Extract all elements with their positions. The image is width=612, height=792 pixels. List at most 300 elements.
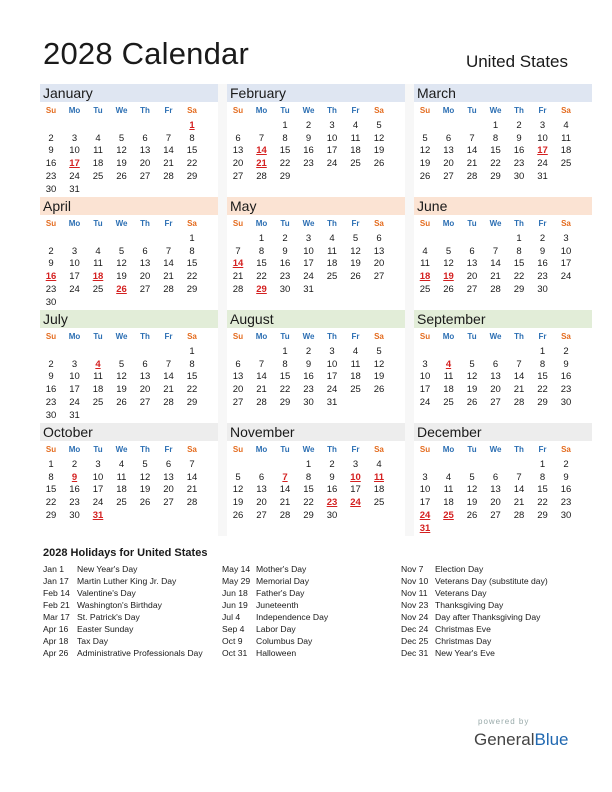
calendar-date: 2 xyxy=(305,346,312,357)
calendar-date: 12 xyxy=(466,371,478,383)
calendar-date: 12 xyxy=(139,471,151,483)
holiday-date: 24 xyxy=(419,509,431,521)
weekday-label: Sa xyxy=(187,332,197,341)
calendar-date: 13 xyxy=(466,258,478,270)
holiday-date: 17 xyxy=(537,145,548,157)
calendar-date: 22 xyxy=(537,497,548,509)
holiday-row xyxy=(401,623,548,635)
calendar-date: 18 xyxy=(350,371,361,383)
weekday-label: Tu xyxy=(467,219,477,228)
weekday-label: Fr xyxy=(538,106,547,115)
calendar-date: 7 xyxy=(258,358,265,370)
calendar-date: 14 xyxy=(163,371,174,383)
calendar-date: 13 xyxy=(443,145,454,157)
calendar-date: 23 xyxy=(303,384,314,396)
calendar-date: 12 xyxy=(350,245,361,257)
calendar-date: 12 xyxy=(419,145,431,157)
calendar-date: 27 xyxy=(256,509,267,521)
calendar-date: 7 xyxy=(516,358,522,370)
calendar-date: 24 xyxy=(326,384,338,396)
weekday-label: We xyxy=(115,445,128,454)
holiday-row xyxy=(43,647,203,659)
calendar-date: 25 xyxy=(92,170,104,182)
calendar-date: 16 xyxy=(279,258,291,270)
calendar-date: 28 xyxy=(490,283,501,295)
month-header xyxy=(414,197,592,215)
calendar-date: 28 xyxy=(466,170,478,182)
calendar-date: 16 xyxy=(537,258,548,270)
calendar-date: 11 xyxy=(93,258,103,270)
calendar-date: 13 xyxy=(232,371,244,383)
calendar-date: 27 xyxy=(490,509,501,521)
calendar-date: 11 xyxy=(327,245,337,257)
calendar-date: 18 xyxy=(92,158,104,170)
calendar-date: 17 xyxy=(69,271,80,283)
holiday-name: Memorial Day xyxy=(256,576,310,586)
calendar-date: 2 xyxy=(563,459,569,470)
calendar-date: 8 xyxy=(282,132,288,144)
holiday-date-label: May 29 xyxy=(222,576,251,586)
calendar-date: 16 xyxy=(45,384,57,396)
powered-by-text: powered by xyxy=(478,717,530,726)
month-may xyxy=(227,197,405,310)
calendar-date: 9 xyxy=(48,371,54,383)
weekday-label: We xyxy=(115,332,128,341)
calendar-date: 8 xyxy=(305,471,312,483)
calendar-date: 17 xyxy=(92,484,104,496)
calendar-date: 3 xyxy=(422,358,428,370)
calendar-date: 8 xyxy=(258,245,265,257)
calendar-date: 7 xyxy=(165,245,172,257)
calendar-date: 25 xyxy=(419,283,431,295)
calendar-date: 4 xyxy=(95,132,101,144)
calendar-date: 28 xyxy=(186,497,198,509)
calendar-date: 30 xyxy=(326,509,338,521)
month-name: October xyxy=(43,424,93,440)
calendar-date: 21 xyxy=(513,497,525,509)
calendar-date: 5 xyxy=(422,132,428,144)
calendar-date: 28 xyxy=(279,509,291,521)
weekday-label: Mo xyxy=(255,219,268,228)
month-december xyxy=(414,423,592,536)
calendar-date: 25 xyxy=(116,497,127,509)
holiday-row xyxy=(222,563,328,575)
holiday-date: 9 xyxy=(71,471,78,483)
calendar-date: 1 xyxy=(189,233,195,244)
calendar-date: 26 xyxy=(116,170,127,182)
calendar-date: 10 xyxy=(69,371,80,383)
weekday-label: Fr xyxy=(351,445,360,454)
weekday-label: Su xyxy=(232,106,244,115)
holiday-date: 31 xyxy=(92,509,104,521)
calendar-date: 18 xyxy=(560,145,572,157)
holiday-date-label: Nov 7 xyxy=(401,564,424,574)
holiday-name: Christmas Day xyxy=(435,636,492,646)
calendar-date: 17 xyxy=(419,497,431,509)
calendar-date: 6 xyxy=(445,132,452,144)
holiday-row xyxy=(43,575,203,587)
holiday-row xyxy=(222,635,328,647)
calendar-date: 9 xyxy=(516,132,522,144)
holiday-date: 14 xyxy=(232,258,244,270)
calendar-date: 14 xyxy=(163,258,174,270)
month-name: November xyxy=(230,424,295,440)
weekday-label: Tu xyxy=(93,219,103,228)
month-header xyxy=(414,310,592,328)
calendar-date: 18 xyxy=(443,384,454,396)
month-header xyxy=(414,423,592,441)
calendar-date: 10 xyxy=(560,245,572,257)
calendar-date: 24 xyxy=(560,271,572,283)
holiday-date-label: Sep 4 xyxy=(222,624,245,634)
calendar-date: 19 xyxy=(419,158,431,170)
calendar-date: 15 xyxy=(513,258,525,270)
calendar-date: 16 xyxy=(69,484,80,496)
calendar-date: 11 xyxy=(93,145,103,157)
month-july xyxy=(40,310,218,423)
calendar-date: 3 xyxy=(352,459,359,470)
weekday-label: Tu xyxy=(280,332,290,341)
calendar-date: 6 xyxy=(165,459,172,470)
calendar-date: 16 xyxy=(560,484,572,496)
calendar-date: 27 xyxy=(163,497,174,509)
calendar-date: 22 xyxy=(279,158,291,170)
holiday-date-label: Nov 24 xyxy=(401,612,429,622)
holiday-date: 25 xyxy=(443,509,454,521)
calendar-date: 24 xyxy=(69,396,80,408)
calendar-date: 26 xyxy=(116,396,127,408)
calendar-date: 30 xyxy=(69,509,80,521)
calendar-date: 28 xyxy=(232,283,244,295)
holidays-title: 2028 Holidays for United States xyxy=(43,547,208,559)
weekday-label: Tu xyxy=(467,106,477,115)
month-september xyxy=(414,310,592,423)
calendar-date: 14 xyxy=(186,471,198,483)
calendar-date: 1 xyxy=(258,233,265,244)
weekday-label: Fr xyxy=(164,445,173,454)
holiday-row xyxy=(222,611,328,623)
calendar-date: 26 xyxy=(373,158,385,170)
calendar-date: 8 xyxy=(48,471,54,483)
holiday-date: 4 xyxy=(95,358,101,370)
weekday-label: Mo xyxy=(68,219,81,228)
holiday-date: 11 xyxy=(373,471,385,483)
calendar-date: 7 xyxy=(492,245,499,257)
calendar-date: 29 xyxy=(279,170,291,182)
calendar-date: 19 xyxy=(350,258,361,270)
holiday-date-label: Nov 11 xyxy=(401,588,428,598)
month-february xyxy=(227,84,405,197)
calendar-date: 28 xyxy=(256,170,267,182)
calendar-date: 13 xyxy=(163,471,174,483)
holiday-date: 21 xyxy=(256,158,267,170)
holiday-date-label: Apr 26 xyxy=(43,648,69,658)
weekday-label: We xyxy=(302,332,315,341)
calendar-date: 7 xyxy=(235,245,241,257)
calendar-date: 23 xyxy=(560,497,572,509)
calendar-date: 22 xyxy=(186,158,198,170)
holiday-row xyxy=(43,623,203,635)
calendar-date: 17 xyxy=(326,371,338,383)
weekday-label: Sa xyxy=(374,445,384,454)
calendar-date: 1 xyxy=(305,459,312,470)
calendar-date: 24 xyxy=(326,158,338,170)
calendar-date: 11 xyxy=(350,132,361,144)
holiday-name: Washington's Birthday xyxy=(77,600,162,610)
calendar-date: 26 xyxy=(443,283,454,295)
weekday-label: Su xyxy=(232,445,244,454)
calendar-date: 26 xyxy=(350,271,361,283)
weekday-label: Su xyxy=(419,106,431,115)
weekday-label: Tu xyxy=(280,445,290,454)
holiday-name: Mother's Day xyxy=(256,564,307,574)
calendar-date: 15 xyxy=(186,145,198,157)
calendar-date: 27 xyxy=(373,271,385,283)
holiday-date: 18 xyxy=(92,271,104,283)
holiday-row xyxy=(43,635,203,647)
calendar-date: 2 xyxy=(516,120,522,131)
month-header xyxy=(227,423,405,441)
holiday-name: Father's Day xyxy=(256,588,305,598)
calendar-date: 1 xyxy=(539,459,546,470)
calendar-date: 6 xyxy=(235,132,241,144)
calendar-date: 10 xyxy=(69,145,80,157)
calendar-date: 1 xyxy=(539,346,546,357)
weekday-label: Fr xyxy=(351,332,360,341)
holiday-row xyxy=(222,575,328,587)
calendar-date: 22 xyxy=(537,384,548,396)
calendar-date: 25 xyxy=(326,271,338,283)
month-header xyxy=(414,84,592,102)
brand-logo[interactable] xyxy=(474,730,569,750)
calendar-date: 17 xyxy=(419,384,431,396)
calendar-date: 27 xyxy=(232,396,244,408)
calendar-date: 27 xyxy=(139,396,151,408)
calendar-date: 12 xyxy=(443,258,454,270)
weekday-label: Tu xyxy=(467,445,477,454)
holiday-date-label: Apr 16 xyxy=(43,624,69,634)
calendar-date: 16 xyxy=(560,371,572,383)
calendar-date: 30 xyxy=(45,296,57,308)
holiday-date: 7 xyxy=(282,471,288,483)
calendar-date: 30 xyxy=(45,183,57,195)
calendar-date: 18 xyxy=(443,497,454,509)
calendar-date: 17 xyxy=(326,145,338,157)
calendar-date: 12 xyxy=(116,371,127,383)
calendar-date: 5 xyxy=(376,120,382,131)
weekday-label: Tu xyxy=(280,106,290,115)
calendar-date: 25 xyxy=(92,283,104,295)
holiday-name: New Year's Eve xyxy=(435,648,495,658)
holiday-row xyxy=(401,575,548,587)
calendar-date: 23 xyxy=(45,170,57,182)
calendar-date: 3 xyxy=(71,132,78,144)
calendar-date: 23 xyxy=(513,158,525,170)
calendar-date: 23 xyxy=(560,384,572,396)
calendar-date: 4 xyxy=(422,245,428,257)
calendar-date: 6 xyxy=(469,245,475,257)
calendar-date: 2 xyxy=(48,358,54,370)
calendar-date: 22 xyxy=(490,158,501,170)
month-name: August xyxy=(230,311,274,327)
calendar-date: 21 xyxy=(513,384,525,396)
calendar-date: 5 xyxy=(376,346,382,357)
holiday-date-label: Jan 1 xyxy=(43,564,65,574)
calendar-date: 30 xyxy=(537,283,548,295)
calendar-date: 20 xyxy=(139,271,151,283)
calendar-date: 28 xyxy=(163,170,174,182)
calendar-date: 3 xyxy=(71,245,78,257)
calendar-date: 5 xyxy=(235,471,241,483)
holiday-name: Veterans Day (substitute day) xyxy=(435,576,548,586)
calendar-date: 11 xyxy=(443,371,454,383)
calendar-date: 3 xyxy=(329,120,335,131)
calendar-date: 2 xyxy=(48,132,54,144)
calendar-date: 2 xyxy=(48,245,54,257)
weekday-label: We xyxy=(115,106,128,115)
month-name: February xyxy=(230,85,287,101)
holiday-date: 17 xyxy=(69,158,80,170)
calendar-date: 31 xyxy=(303,283,314,295)
calendar-date: 23 xyxy=(279,271,291,283)
weekday-label: Th xyxy=(327,332,337,341)
calendar-date: 19 xyxy=(232,497,244,509)
calendar-date: 9 xyxy=(305,132,312,144)
calendar-date: 22 xyxy=(186,384,198,396)
calendar-date: 30 xyxy=(279,283,291,295)
calendar-date: 6 xyxy=(258,471,265,483)
calendar-date: 21 xyxy=(163,158,174,170)
weekday-label: Su xyxy=(45,106,57,115)
holiday-date: 26 xyxy=(116,283,127,295)
calendar-date: 8 xyxy=(189,358,195,370)
calendar-date: 29 xyxy=(513,283,525,295)
calendar-date: 21 xyxy=(490,271,501,283)
holiday-name: Columbus Day xyxy=(256,636,313,646)
weekday-label: Mo xyxy=(442,332,455,341)
calendar-date: 29 xyxy=(537,396,548,408)
weekday-label: We xyxy=(489,332,502,341)
calendar-date: 24 xyxy=(419,396,431,408)
month-header xyxy=(40,423,218,441)
calendar-date: 5 xyxy=(469,358,475,370)
calendar-date: 20 xyxy=(443,158,454,170)
weekday-label: Mo xyxy=(255,332,268,341)
calendar-date: 16 xyxy=(326,484,338,496)
calendar-date: 8 xyxy=(539,471,546,483)
calendar-date: 21 xyxy=(466,158,478,170)
calendar-date: 8 xyxy=(282,358,288,370)
calendar-date: 31 xyxy=(69,183,80,195)
holiday-date-label: Jul 4 xyxy=(222,612,241,622)
calendar-date: 21 xyxy=(163,271,174,283)
calendar-date: 23 xyxy=(45,283,57,295)
calendar-date: 10 xyxy=(303,245,314,257)
calendar-date: 4 xyxy=(352,120,359,131)
weekday-label: Sa xyxy=(187,219,197,228)
calendar-date: 19 xyxy=(466,497,478,509)
calendar-date: 15 xyxy=(279,371,291,383)
calendar-date: 13 xyxy=(490,371,501,383)
weekday-label: Th xyxy=(327,445,337,454)
weekday-label: We xyxy=(489,219,502,228)
calendar-date: 12 xyxy=(373,132,385,144)
month-name: May xyxy=(230,198,257,214)
calendar-date: 29 xyxy=(45,509,57,521)
month-name: January xyxy=(43,85,93,101)
weekday-label: Tu xyxy=(93,332,103,341)
calendar-date: 8 xyxy=(189,132,195,144)
calendar-date: 11 xyxy=(93,371,103,383)
calendar-date: 5 xyxy=(445,245,452,257)
holiday-row xyxy=(401,611,548,623)
calendar-date: 7 xyxy=(469,132,475,144)
weekday-label: Sa xyxy=(374,219,384,228)
month-january xyxy=(40,84,218,197)
calendar-date: 31 xyxy=(326,396,338,408)
weekday-label: Tu xyxy=(467,332,477,341)
calendar-date: 10 xyxy=(537,132,548,144)
weekday-label: Mo xyxy=(255,106,268,115)
month-name: April xyxy=(43,198,72,214)
weekday-label: Th xyxy=(514,332,524,341)
calendar-date: 11 xyxy=(350,358,361,370)
calendar-date: 14 xyxy=(490,258,501,270)
calendar-date: 18 xyxy=(116,484,127,496)
month-header xyxy=(227,197,405,215)
weekday-label: Fr xyxy=(164,106,173,115)
holiday-row xyxy=(401,563,548,575)
calendar-date: 14 xyxy=(466,145,478,157)
holiday-date-label: Nov 23 xyxy=(401,600,429,610)
calendar-date: 17 xyxy=(560,258,572,270)
holiday-name: Administrative Professionals Day xyxy=(77,648,203,658)
calendar-date: 1 xyxy=(492,120,499,131)
calendar-date: 9 xyxy=(48,258,54,270)
month-name: September xyxy=(417,311,486,327)
weekday-label: Mo xyxy=(68,106,81,115)
calendar-date: 7 xyxy=(516,471,522,483)
calendar-date: 13 xyxy=(139,258,151,270)
calendar-date: 20 xyxy=(490,497,501,509)
calendar-date: 18 xyxy=(326,258,338,270)
holiday-date: 14 xyxy=(256,145,267,157)
calendar-date: 29 xyxy=(186,283,198,295)
calendar-date: 16 xyxy=(513,145,525,157)
weekday-label: We xyxy=(302,445,315,454)
calendar-date: 4 xyxy=(563,120,569,131)
holiday-name: Martin Luther King Jr. Day xyxy=(77,576,177,586)
calendar-date: 22 xyxy=(303,497,314,509)
weekday-label: Mo xyxy=(255,445,268,454)
calendar-date: 3 xyxy=(539,120,546,131)
month-november xyxy=(227,423,405,536)
calendar-date: 23 xyxy=(69,497,80,509)
weekday-label: Su xyxy=(419,332,431,341)
calendar-date: 15 xyxy=(256,258,267,270)
calendar-date: 31 xyxy=(537,170,548,182)
holiday-name: Independence Day xyxy=(256,612,329,622)
calendar-date: 15 xyxy=(537,371,548,383)
calendar-date: 8 xyxy=(516,245,522,257)
calendar-date: 25 xyxy=(373,497,385,509)
calendar-date: 24 xyxy=(69,283,80,295)
calendar-date: 21 xyxy=(163,384,174,396)
calendar-date: 20 xyxy=(232,384,244,396)
weekday-label: Su xyxy=(232,332,244,341)
calendar-date: 19 xyxy=(373,371,385,383)
weekday-label: We xyxy=(115,219,128,228)
